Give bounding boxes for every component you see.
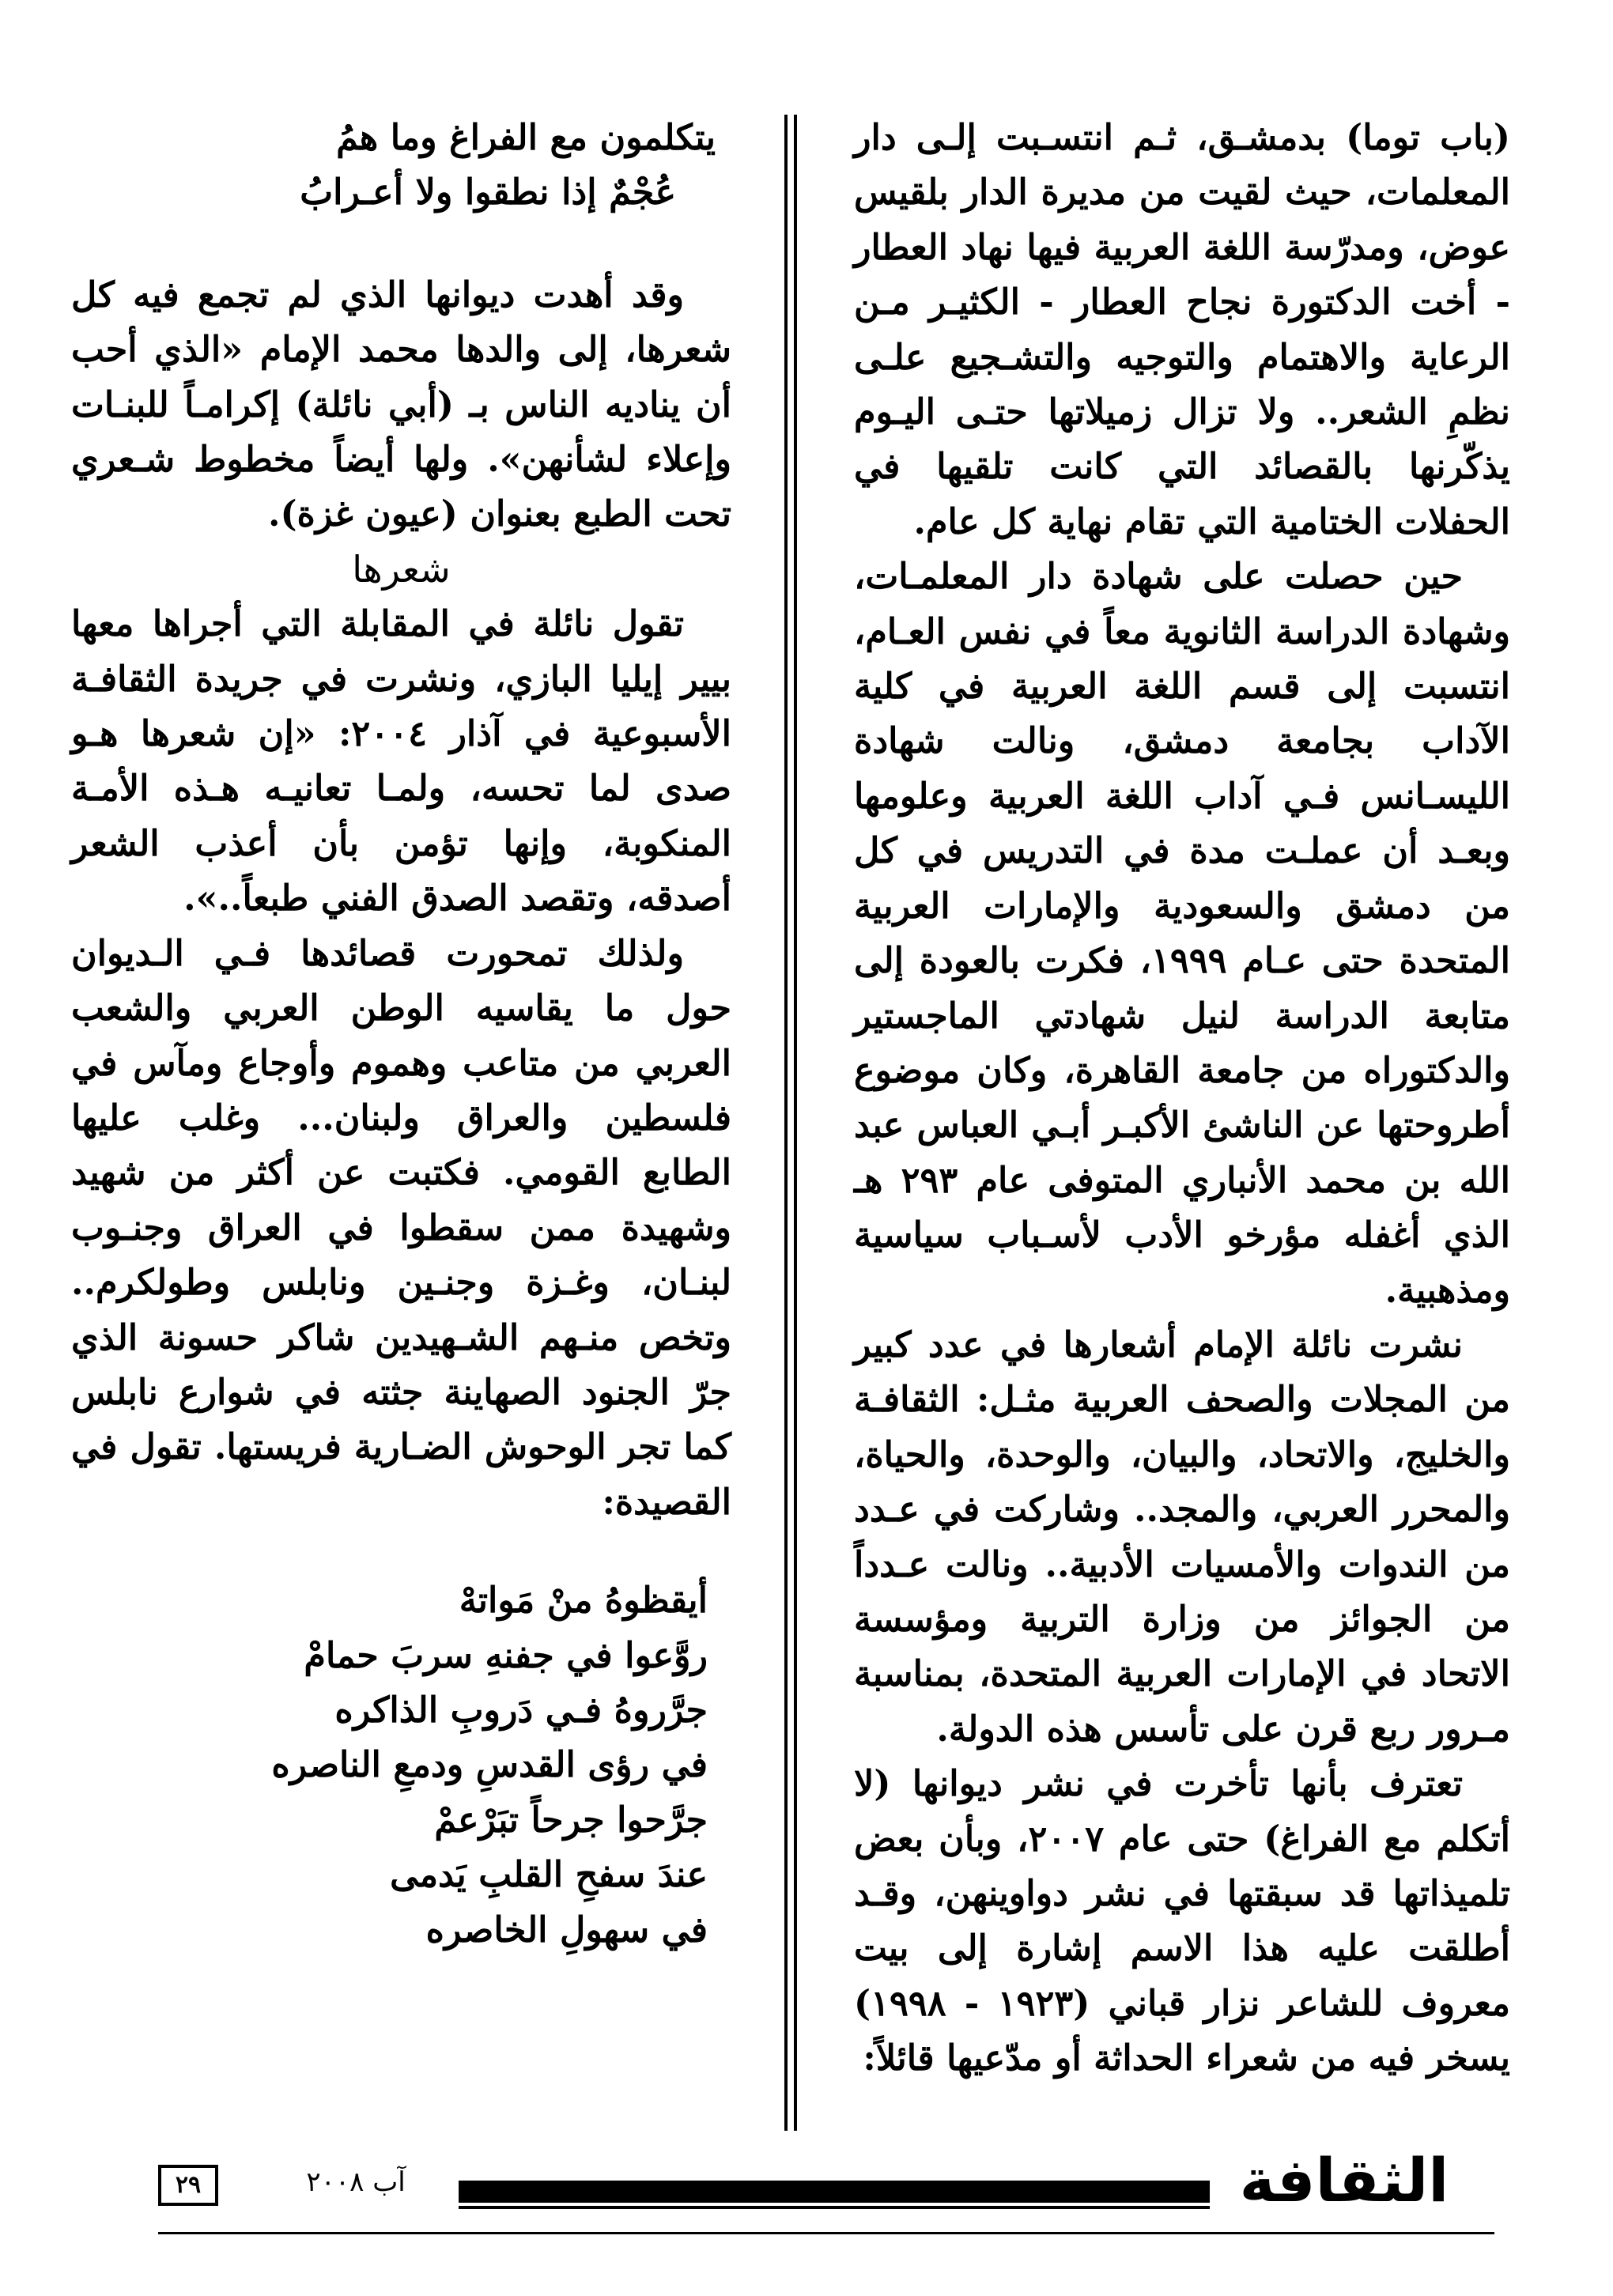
issue-date: آب ٢٠٠٨ [306,2166,406,2198]
left-column [71,111,731,2151]
paragraph: تعترف بأنها تأخرت في نشر ديوانها (لا أتكلم مع الفراغ) حتى عام ٢٠٠٧، وبأن بعض تلميذاتها قد سبقتها في نشر دواوينهن، وقـد أطلقت عليه هذا الاسم إشارة إلى بيت معروف للشاعر نزار قباني (١٩٢٣ - ١٩٩٨) يسخر فيه من شعراء الحداثة أو مدّعيها قائلاً: [854,1763,1510,2079]
opening-verse [71,111,731,221]
poem-line: في رؤى القدسِ ودمعِ الناصره [271,1744,708,1786]
paragraph: حين حصلت على شهادة دار المعلمـات، وشهادة الدراسة الثانوية معاً في نفس العـام، انتسبت إلى قسم اللغة العربية في كلية الآداب بجامعة دمشق، ونالت شهادة الليسـانس فـي آداب اللغة العربية وعلومها وبعـد أن عملـت مدة في التدريس في كل من دمشق والسعودية والإمارات العربية المتحدة حتى عـام ١٩٩٩، فكرت بالعودة إلى متابعة الدراسة لنيل شهادتي الماجستير والدكتوراه من جامعة القاهرة، وكان موضوع أطروحتها عن الناشئ الأكبـر أبـي العباس عبد الله بن محمد الأنباري المتوفى عام ٢٩٣ هـ الذي أغفله مؤرخو الأدب لأسـباب سياسية ومذهبية. [854,556,1510,1311]
section-title: شعرها [352,547,451,591]
poem-line: جرَّحوا جرحاً تبَرْعمْ [434,1799,708,1841]
poem-line: عندَ سفحِ القلبِ يَدمى [390,1854,708,1896]
paragraph: ولذلك تمحورت قصائدها فـي الـديوان حول ما يقاسيه الوطن العربي والشعب العربي من متاعب وهموم وأوجاع ومآس في فلسطين والعراق ولبنان... وغلب عليها الطابع القومي. فكتبت عن أكثر من شهيد وشهيدة ممن سقطوا في العراق وجنـوب لبنـان، وغـزة وجنـين ونابلس وطولكرم.. وتخص منـهم الشـهيدين شاكر حسونة الذي جرّ الجنود الصهاينة جثته في شوارع نابلس كما تجر الوحوش الضـارية فريستها. تقول في القصيدة: [71,932,731,1523]
poem-line: روَّعوا في جفنهِ سربَ حمامْ [304,1634,708,1676]
poem [71,1573,731,1958]
poem-line: في سهولِ الخاصره [425,1909,708,1950]
verse-line: عُجْمٌ إذا نطقوا ولا أعـرابُ [300,172,676,213]
poem-line: جرَّروهُ فـي دَروبِ الذاكره [334,1689,708,1731]
poem-line: أيقظوهُ منْ مَواتهْ [459,1580,708,1622]
bottom-rule [158,2232,1494,2234]
right-column [854,111,1510,2151]
paragraph: وقد أهدت ديوانها الذي لم تجمع فيه كل شعرها، إلى والدها محمد الإمام «الذي أحب أن يناديه الناس بـ (أبي نائلة) إكرامـاً للبنـات وإعلاء لشأنهن». ولها أيضاً مخطوط شـعري تحت الطبع بعنوان (عيون غزة). [71,274,731,535]
page-number: ٢٩ [158,2165,218,2206]
column-divider [784,115,788,2131]
column-divider [794,115,797,2131]
paragraph: نشرت نائلة الإمام أشعارها في عدد كبير من المجلات والصحف العربية مثـل: الثقافـة والخليج، والاتحاد، والبيان، والوحدة، والحياة، والمحرر العربي، والمجد.. وشاركت في عـدد من الندوات والأمسيات الأدبية.. ونالت عـدداً من الجوائز من وزارة التربية ومؤسسة الاتحاد في الإمارات العربية المتحدة، بمناسبة مـرور ربع قرن على تأسس هذه الدولة. [854,1324,1510,1750]
paragraph: (باب توما) بدمشـق، ثـم انتسـبت إلـى دار المعلمات، حيث لقيت من مديرة الدار بلقيس عوض، ومدرّسة اللغة العربية فيها نهاد العطار - أخت الدكتورة نجاح العطار - الكثيـر مـن الرعاية والاهتمام والتوجيه والتشـجيع علـى نظمِ الشعر.. ولا تزال زميلاتها حتـى اليـوم يذكّرنها بالقصائد التي كانت تلقيها في الحفلات الختامية التي تقام نهاية كل عام. [854,117,1510,542]
verse-line: يتكلمون مع الفراغ وما همُ [336,117,716,158]
magazine-logo: الثقافة [1210,2141,1479,2220]
paragraph: تقول نائلة في المقابلة التي أجراها معها بيير إيليا البازي، ونشرت في جريدة الثقافـة الأسبوعية في آذار ٢٠٠٤: «إن شعرها هـو صدى لما تحسه، ولمـا تعانيـه هـذه الأمـة المنكوبة، وإنها تؤمن بأن أعذب الشعر أصدقه، وتقصد الصدق الفني طبعاً..». [71,603,731,920]
